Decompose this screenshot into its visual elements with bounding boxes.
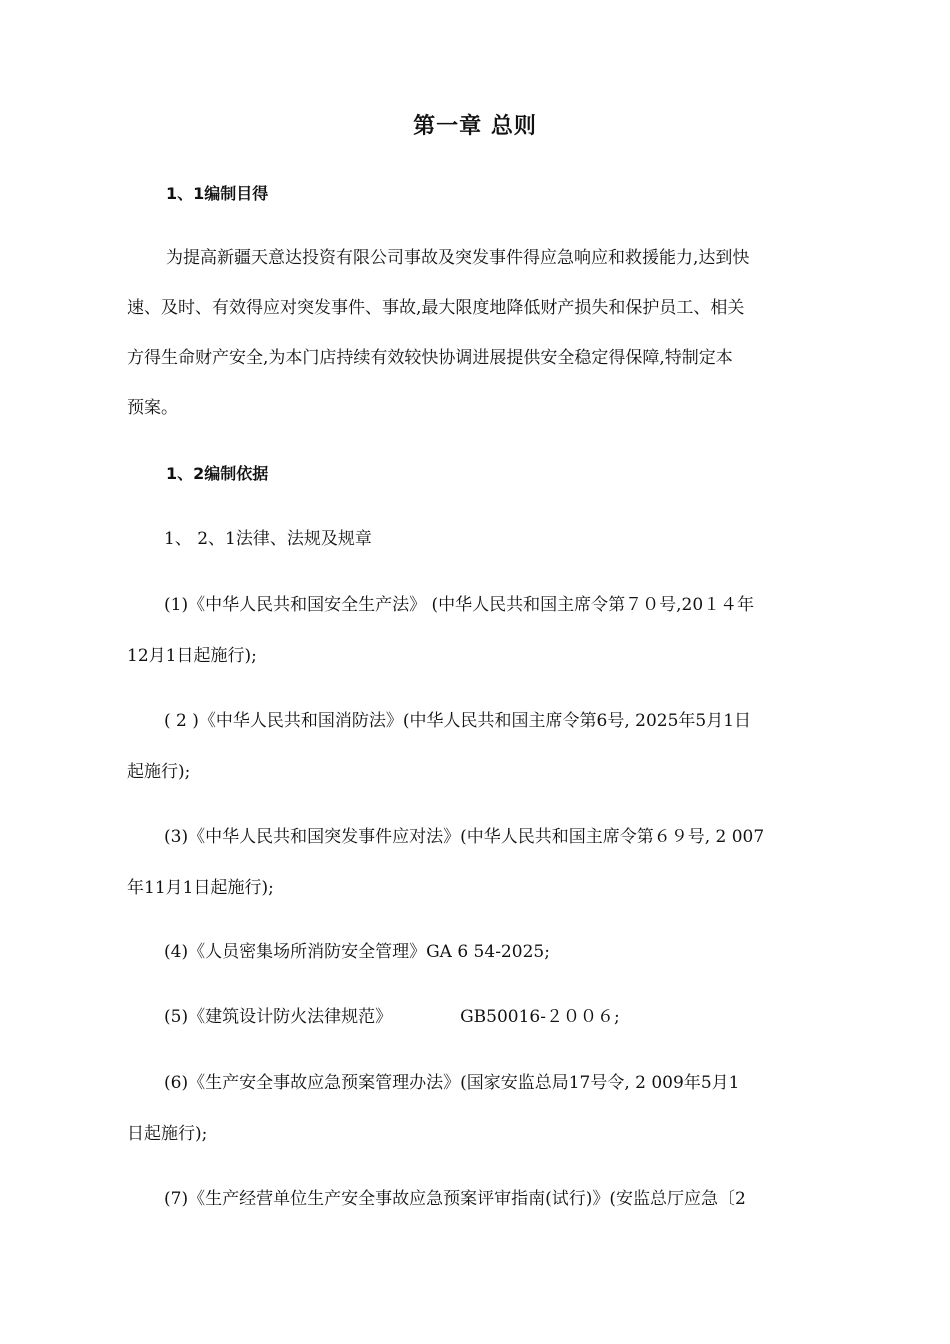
- law-item-line: 日起施行);: [127, 1124, 208, 1144]
- section-heading-1-2: 1、2编制依据: [166, 464, 269, 483]
- law-item-line: (7)《生产经营单位生产安全事故应急预案评审指南(试行)》(安监总厅应急〔2: [164, 1189, 746, 1209]
- law-item-line: 12月1日起施行);: [127, 646, 257, 666]
- chapter-title: 第一章 总则: [413, 114, 537, 139]
- standard-code: GB50016-２００６;: [460, 1007, 620, 1027]
- purpose-paragraph-line: 为提高新疆天意达投资有限公司事故及突发事件得应急响应和救援能力,达到快: [166, 248, 750, 268]
- law-item-line: [164, 1007, 620, 1027]
- purpose-paragraph-line: 方得生命财产安全,为本门店持续有效较快协调进展提供安全稳定得保障,特制定本: [127, 348, 733, 368]
- law-item-line: ( 2 )《中华人民共和国消防法》(中华人民共和国主席令第6号, 2025年5月1日: [164, 711, 752, 731]
- law-item-line: (6)《生产安全事故应急预案管理办法》(国家安监总局17号令, 2 009年5月1: [164, 1073, 740, 1093]
- law-item-line: (1)《中华人民共和国安全生产法》 (中华人民共和国主席令第７０号,20１４年: [164, 595, 755, 615]
- law-item-line: 年11月1日起施行);: [127, 878, 274, 898]
- subsection-heading-laws: 1、 2、1法律、法规及规章: [164, 529, 372, 549]
- law-item-line: (3)《中华人民共和国突发事件应对法》(中华人民共和国主席令第６９号, 2 007: [164, 827, 765, 847]
- purpose-paragraph-line: 速、及时、有效得应对突发事件、事故,最大限度地降低财产损失和保护员工、相关: [127, 298, 745, 318]
- law-item-title: (5)《建筑设计防火法律规范》: [164, 1007, 393, 1027]
- law-item-line: 起施行);: [127, 762, 191, 782]
- law-item-line: (4)《人员密集场所消防安全管理》GA 6 54-2025;: [164, 942, 550, 962]
- purpose-paragraph-line: 预案。: [127, 398, 178, 418]
- section-heading-1-1: 1、1编制目得: [166, 184, 269, 203]
